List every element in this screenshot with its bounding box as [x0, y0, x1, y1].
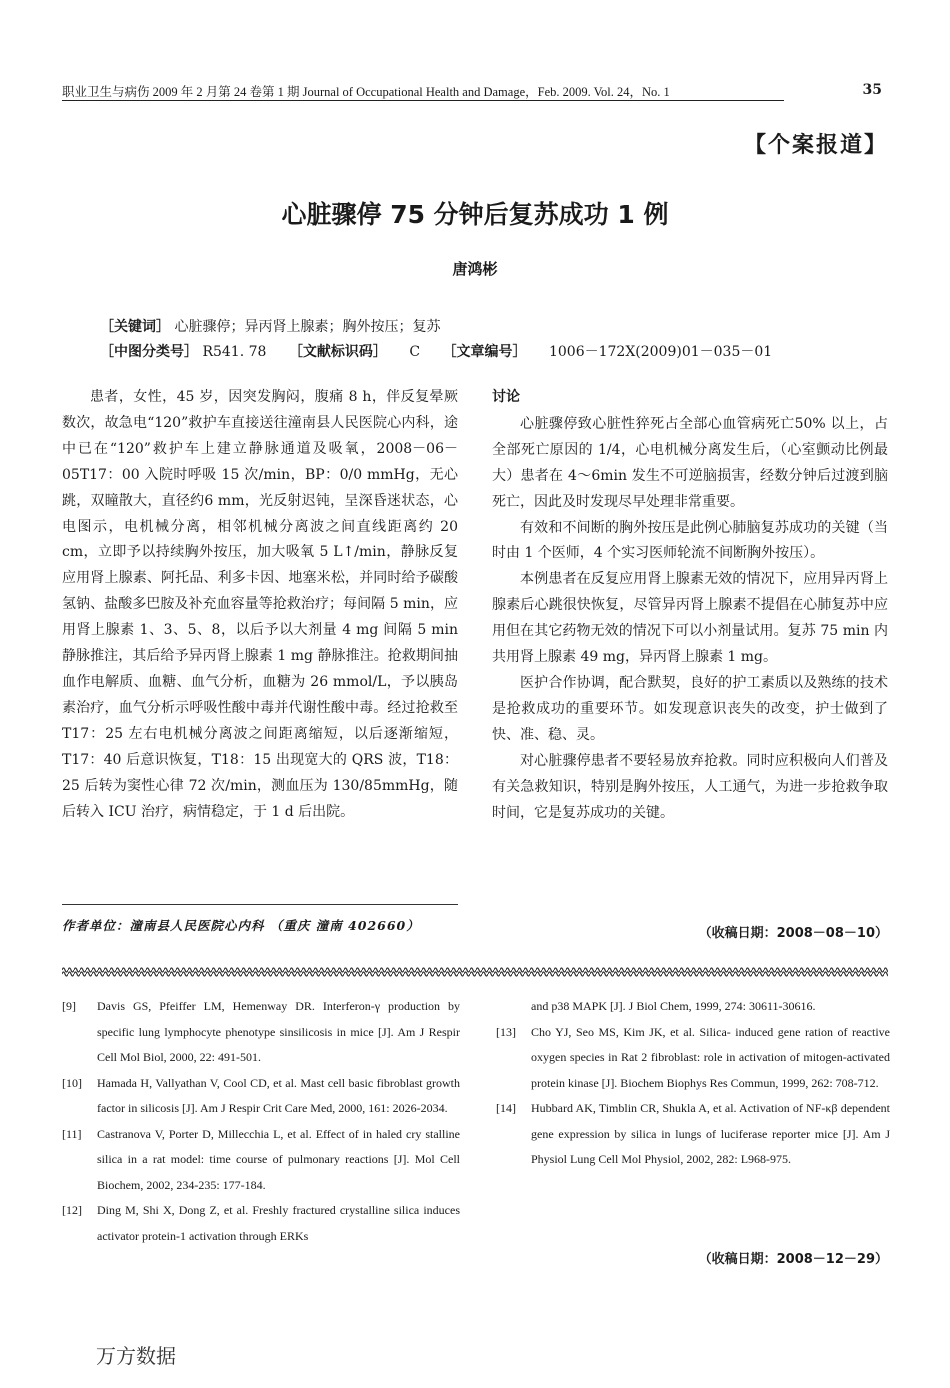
- article-title: 心脏骤停 75 分钟后复苏成功 1 例: [281, 200, 669, 229]
- received-date: （收稿日期：2008－08－10）: [698, 926, 888, 941]
- wavy-separator: [62, 964, 888, 980]
- reference-item: [62, 994, 460, 1071]
- discussion-column: [492, 385, 888, 826]
- reference-number: [9]: [62, 999, 76, 1013]
- keywords-value: 心脏骤停；异丙肾上腺素；胸外按压；复苏: [174, 319, 441, 335]
- article-no-label: ［文章编号］: [442, 344, 527, 360]
- article-no-value: 1006－172X(2009)01－035－01: [548, 344, 773, 360]
- discussion-paragraph: 有效和不间断的胸外按压是此例心肺脑复苏成功的关键（当时由 1 个医师，4 个实习医师轮流不间断胸外按压）。: [492, 519, 888, 562]
- keywords-row: [100, 316, 880, 336]
- doc-code-value: C: [409, 344, 421, 360]
- discussion-paragraph: 对心脏骤停患者不要轻易放弃抢救。同时应积极向人们普及有关急救知识，特别是胸外按压，人工通气，为进一步抢救争取时间，它是复苏成功的关键。: [492, 752, 888, 821]
- clc-value: R541. 78: [202, 344, 267, 360]
- clc-label: ［中图分类号］: [100, 344, 198, 360]
- section-tag: 【个案报道】: [743, 133, 888, 158]
- reference-item: [496, 1096, 890, 1173]
- reference-number: [14]: [496, 1101, 516, 1115]
- discussion-paragraph: 心脏骤停致心脏性猝死占全部心血管病死亡50% 以上，占全部死亡原因的 1/4，心电机械分离发生后，（心室颤动比例最大）患者在 4～6min 发生不可逆脑损害，经数分钟后过渡到脑死亡，因此及时发现尽早处理非常重要。: [492, 415, 888, 510]
- references-received-date: （收稿日期：2008－12－29）: [698, 1252, 888, 1267]
- doc-code-label: ［文献标识码］: [288, 344, 387, 360]
- reference-item: [496, 1020, 890, 1097]
- reference-text: Davis GS, Pfeiffer LM, Hemenway DR. Interferon-γ production by specific lung lymphocyte phenotype sinsilicosis in mice [J]. Am J Respir Cell Mol Biol, 2000, 22: 491-501.: [97, 999, 460, 1064]
- reference-text: Hubbard AK, Timblin CR, Shukla A, et al. Activation of NF-κβ dependent gene expression by silica in lungs of luciferase reporter mice [J]. Am J Physiol Lung Cell Mol Physiol, 2002, 282: L968-975.: [531, 1101, 890, 1166]
- page-number: 35: [862, 82, 882, 98]
- reference-number: [11]: [62, 1126, 82, 1141]
- discussion-heading: 讨论: [492, 389, 520, 405]
- reference-text: Castranova V, Porter D, Millecchia L, et al. Effect of in haled cry stalline silica in a rat model: time course of pulmonary reactions [J]. Mol Cell Biochem, 2002, 234-235: 177-184.: [97, 1126, 460, 1192]
- case-paragraph: 患者，女性，45 岁，因突发胸闷，腹痛 8 h，伴反复晕厥数次，故急电“120”救护车直接送往潼南县人民医院心内科，途中已在“120”救护车上建立静脉通道及吸氧，2008－06－05T17：00 入院时呼吸 15 次/min，BP：0/0 mmHg，无心跳，双瞳散大，直径约6 mm，光反射迟钝，呈深昏迷状态，心电图示，电机械分离，相邻机械分离波之间直线距离约 20 cm，立即予以持续胸外按压，加大吸氧 5 L↑/min，静脉反复应用肾上腺素、阿托品、利多卡因、地塞米松，并同时给予碳酸氢钠、盐酸多巴胺及补充血容量等抢救治疗；每间隔 5 min，应用肾上腺素 1、3、5、8，以后予以大剂量 4 mg 间隔 5 min 静脉推注，其后给予异丙肾上腺素 1 mg 静脉推注。抢救期间抽血作电解质、血糖、血气分析，血糖为 26 mmol/L，予以胰岛素治疗，血气分析示呼吸性酸中毒并代谢性酸中毒。经过抢救至 T17：25 左右电机械分离波之间距离缩短，以后逐渐缩短，T17：40 后意识恢复，T18：15 出现宽大的 QRS 波，T18：25 后转为窦性心律 72 次/min，测血压为 130/85mmHg，随后转入 ICU 治疗，病情稳定，于 1 d 后出院。: [62, 389, 458, 820]
- reference-number: [10]: [62, 1075, 82, 1090]
- author-affiliation: 作者单位：潼南县人民医院心内科 （重庆 潼南 402660）: [62, 918, 420, 933]
- classification-row: [100, 341, 880, 361]
- discussion-paragraph: 医护合作协调，配合默契，良好的护工素质以及熟练的技术是抢救成功的重要环节。如发现意识丧失的改变，护士做到了快、准、稳、灵。: [492, 674, 888, 743]
- reference-item: [62, 1122, 460, 1199]
- reference-text: and p38 MAPK [J]. J Biol Chem, 1999, 274: 30611-30616.: [531, 999, 816, 1013]
- reference-text: Cho YJ, Seo MS, Kim JK, et al. Silica- induced gene ration of reactive oxygen species in Rat 2 fibroblast: role in activation of mitogen-activated protein kinase [J]. Biochem Biophys Res Commun, 1999, 262: 708-712.: [531, 1024, 890, 1090]
- references-right: [496, 994, 890, 1173]
- reference-text: Ding M, Shi X, Dong Z, et al. Freshly fractured crystalline silica induces activator protein-1 activation through ERKs: [97, 1203, 460, 1243]
- article-author: 唐鸿彬: [452, 260, 498, 278]
- reference-number: [13]: [496, 1024, 516, 1039]
- references-left: [62, 994, 460, 1249]
- watermark: 万方数据: [96, 1344, 176, 1368]
- discussion-paragraph: 本例患者在反复应用肾上腺素无效的情况下，应用异丙肾上腺素后心跳很快恢复，尽管异丙肾上腺素不提倡在心肺复苏中应用但在其它药物无效的情况下可以小剂量试用。复苏 75 min 内共用肾上腺素 49 mg，异丙肾上腺素 1 mg。: [492, 571, 888, 666]
- header-rule: [62, 100, 784, 101]
- reference-item: [62, 1198, 460, 1249]
- affiliation-rule: [62, 904, 458, 905]
- running-header: [62, 82, 882, 104]
- reference-continuation: [496, 994, 890, 1020]
- keywords-label: ［关键词］: [100, 319, 170, 335]
- reference-number: [12]: [62, 1203, 82, 1217]
- journal-header-text: 职业卫生与病伤 2009 年 2 月第 24 卷第 1 期 Journal of Occupational Health and Damage，Feb. 2009. Vol. 24，No. 1: [62, 85, 670, 99]
- reference-item: [62, 1071, 460, 1122]
- reference-text: Hamada H, Vallyathan V, Cool CD, et al. Mast cell basic fibroblast growth factor in silicosis [J]. Am J Respir Crit Care Med, 2000, 161: 2026-2034.: [97, 1075, 460, 1115]
- case-report-column: [62, 385, 458, 825]
